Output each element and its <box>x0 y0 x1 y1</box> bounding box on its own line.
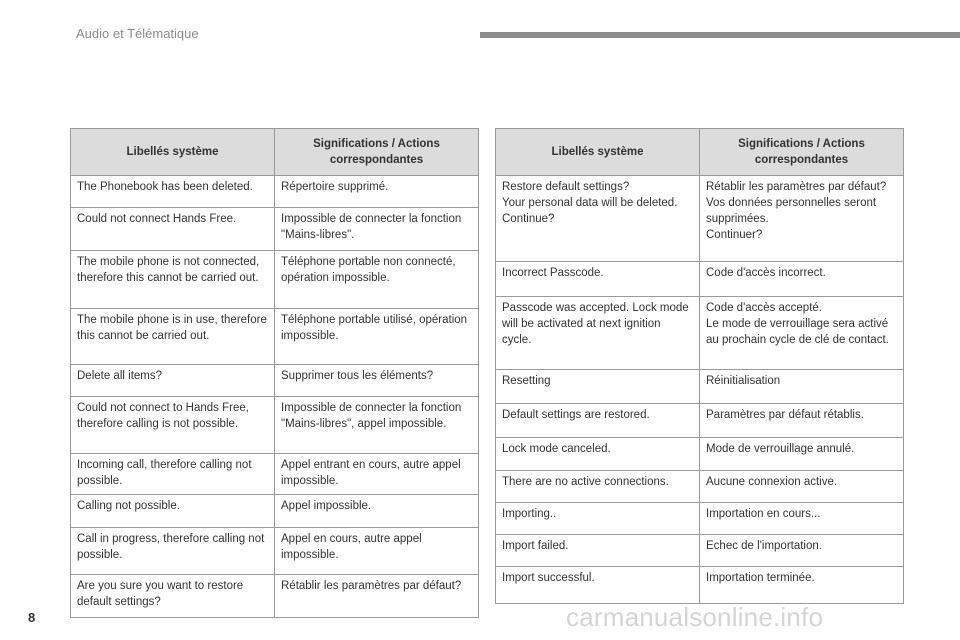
system-label: Could not connect to Hands Free, therefore calling is not possible. <box>71 397 275 454</box>
system-label: Call in progress, therefore calling not possible. <box>71 528 275 575</box>
meaning-text: Rétablir les paramètres par défaut? <box>275 575 479 618</box>
system-label: Lock mode canceled. <box>496 438 700 471</box>
messages-table-left <box>70 128 479 618</box>
system-label: Importing.. <box>496 503 700 535</box>
system-label: There are no active connections. <box>496 471 700 503</box>
running-header: Audio et Télématique <box>76 26 199 41</box>
table-row <box>71 176 479 208</box>
meaning-text: Importation terminée. <box>700 567 904 604</box>
meaning-text: Appel en cours, autre appel impossible. <box>275 528 479 575</box>
system-label: Resetting <box>496 370 700 404</box>
system-label: Default settings are restored. <box>496 404 700 438</box>
system-label: Incoming call, therefore calling not possible. <box>71 454 275 495</box>
system-label: The Phonebook has been deleted. <box>71 176 275 208</box>
table-header-row <box>496 129 904 176</box>
system-label: The mobile phone is not connected, therefore this cannot be carried out. <box>71 251 275 309</box>
column-header-system: Libellés système <box>71 129 275 176</box>
system-label: Could not connect Hands Free. <box>71 208 275 251</box>
system-label: Are you sure you want to restore default settings? <box>71 575 275 618</box>
system-label: Import successful. <box>496 567 700 604</box>
meaning-text: Réinitialisation <box>700 370 904 404</box>
meaning-text: Mode de verrouillage annulé. <box>700 438 904 471</box>
table-row <box>496 567 904 604</box>
table-row <box>71 309 479 365</box>
meaning-text: Code d'accès accepté. Le mode de verrouillage sera activé au prochain cycle de clé de contact. <box>700 297 904 370</box>
table-row <box>71 397 479 454</box>
table-row <box>71 208 479 251</box>
meaning-text: Paramètres par défaut rétablis. <box>700 404 904 438</box>
meaning-text: Appel impossible. <box>275 495 479 528</box>
system-label: Incorrect Passcode. <box>496 262 700 297</box>
table-row <box>496 471 904 503</box>
system-label: Passcode was accepted. Lock mode will be activated at next ignition cycle. <box>496 297 700 370</box>
table-row <box>496 297 904 370</box>
header-rule <box>480 32 960 38</box>
meaning-text: Code d'accès incorrect. <box>700 262 904 297</box>
meaning-text: Appel entrant en cours, autre appel impossible. <box>275 454 479 495</box>
table-row <box>496 503 904 535</box>
meaning-text: Impossible de connecter la fonction "Mains-libres", appel impossible. <box>275 397 479 454</box>
watermark: carmanualsonline.info <box>566 602 824 632</box>
system-label: Import failed. <box>496 535 700 567</box>
system-label: The mobile phone is in use, therefore this cannot be carried out. <box>71 309 275 365</box>
table-row <box>71 251 479 309</box>
column-header-system: Libellés système <box>496 129 700 176</box>
table-row <box>71 575 479 618</box>
meaning-text: Répertoire supprimé. <box>275 176 479 208</box>
meaning-text: Echec de l'importation. <box>700 535 904 567</box>
meaning-text: Aucune connexion active. <box>700 471 904 503</box>
table-row <box>496 370 904 404</box>
table-row <box>496 535 904 567</box>
column-header-meaning: Significations / Actions correspondantes <box>275 129 479 176</box>
meaning-text: Impossible de connecter la fonction "Mains-libres". <box>275 208 479 251</box>
meaning-text: Rétablir les paramètres par défaut? Vos données personnelles seront supprimées. Continuer? <box>700 176 904 262</box>
table-row <box>496 404 904 438</box>
table-row <box>71 454 479 495</box>
meaning-text: Importation en cours... <box>700 503 904 535</box>
table-row <box>71 365 479 397</box>
system-label: Calling not possible. <box>71 495 275 528</box>
page-number: 8 <box>28 610 36 625</box>
meaning-text: Téléphone portable utilisé, opération impossible. <box>275 309 479 365</box>
table-row <box>496 438 904 471</box>
meaning-text: Supprimer tous les éléments? <box>275 365 479 397</box>
column-header-meaning: Significations / Actions correspondantes <box>700 129 904 176</box>
table-row <box>496 262 904 297</box>
table-header-row <box>71 129 479 176</box>
meaning-text: Téléphone portable non connecté, opération impossible. <box>275 251 479 309</box>
table-row <box>71 495 479 528</box>
table-row <box>496 176 904 262</box>
table-row <box>71 528 479 575</box>
system-label: Restore default settings? Your personal data will be deleted. Continue? <box>496 176 700 262</box>
messages-table-right <box>495 128 904 604</box>
system-label: Delete all items? <box>71 365 275 397</box>
